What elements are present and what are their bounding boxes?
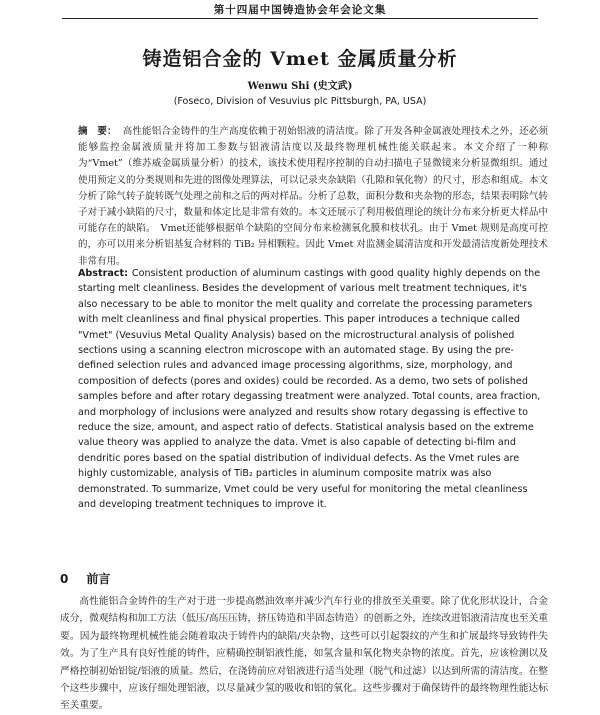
chinese-abstract-text: 高性能铝合金铸件的生产高度依赖于初始铝液的清洁度。除了开发各种金属液处理技术之外，还必须能够监控金属液质量并将加工参数与铝液清洁度以及最终物理机械性能关联起来。本文介绍了一种称为“Vmet”（维苏威金属质量分析）的技术，该技术使用程序控制的自动扫描电子显微镜来分析显微组织。通过使用预定义的分类规则和先进的图像处理算法，可以记录夹杂缺陷（孔隙和氧化物）的尺寸，形态和组成。本文分析了除气转子旋转既气处理之前和之后的两对样品。分析了总数，面积分数和夹杂物的形态，结果表明除气转子对于减小缺陷的尺寸，数量和体定比是非常有效的。本文还展示了利用极值理论的统计分布来分析更大样品中可能存在的缺陷。 Vmet还能够根据单个缺陷的空间分布来检测氧化膜和枝状孔。由于 Vmet 规则是高度可控的，亦可以用来分析铝基复合材料的 TiB₂ 异相颗粒。因此 Vmet 对监测金属清洁度和开发最清洁度新处理技术非常有用。 — [78, 126, 548, 267]
section-heading — [60, 570, 110, 587]
english-abstract — [78, 266, 548, 513]
affiliation-line: (Foseco, Division of Vesuvius plc Pittsburgh, PA, USA) — [173, 96, 427, 107]
section-number: 0 — [60, 572, 69, 586]
header-rule — [62, 18, 538, 19]
english-abstract-text: Consistent production of aluminum castings with good quality highly depends on the starting melt cleanliness. Besides the development of various melt treatment techniques, it's also necessary to be able to monitor the melt quality and correlate the processing parameters with melt cleanliness and final physical properties. This paper introduces a technique called "Vmet" (Vesuvius Metal Quality Analysis) based on the microstructural analysis of polished sections using a scanning electron microscope with an automated stage. By using the pre-defined selection rules and advanced image processing algorithms, size, morphology, and composition of defects (pores and oxides) could be recorded. As a demo, two sets of polished samples before and after rotary degassing treatment were analyzed. Total counts, area fraction, and morphology of inclusions were analyzed and results show rotary degassing is effective to reduce the size, amount, and aspect ratio of defects. Statistical analysis based on the extreme value theory was applied to analyze the data. Vmet is also capable of detecting bi-film and dendritic pores based on the spatial distribution of individual defects. As the Vmet rules are highly customizable, analysis of TiB₂ particles in aluminum composite matrix was also demonstrated. To summarize, Vmet could be very useful for monitoring the metal cleanliness and developing treatment techniques to improve it. — [78, 268, 541, 511]
english-abstract-label: Abstract: — [78, 268, 128, 279]
section-title: 前言 — [86, 572, 111, 586]
chinese-abstract — [78, 124, 548, 270]
paper-title: 铸造铝合金的 Vmet 金属质量分析 — [142, 48, 458, 70]
author-line: Wenwu Shi (史文武) — [247, 81, 353, 92]
running-head: 第十四届中国铸造协会年会论文集 — [213, 4, 387, 16]
chinese-abstract-label: 摘 要： — [78, 126, 117, 137]
introduction-paragraph: 高性能铝合金铸件的生产对于进一步提高燃油效率并减少汽车行业的排放至关重要。除了优化形状设计，合金成分，微观结构和加工方法（低压/高压压铸，挤压铸造和半固态铸造）的创新之外，连续改进铝液清洁度也至关重要。因为最终物理机械性能会随着取决于铸件内的缺陷/夹杂物，这些可以引起裂纹的产生和扩展最终导致铸件失效。为了生产具有良好性能的铸件，应精确控制铝液性能，如氢含量和氧化物夹杂物的浓度。首先，应该检测以及严格控制初始铝锭/铝液的质量。然后，在浇铸前应对铝液进行适当处理（脱气和过滤）以达到所需的清洁度。在整个这些步骤中，应该仔细处理铝液，以尽量减少氢的吸收和铝的氧化。这些步骤对于确保铸件的最终物理性能达标至关重要。 — [60, 596, 548, 712]
